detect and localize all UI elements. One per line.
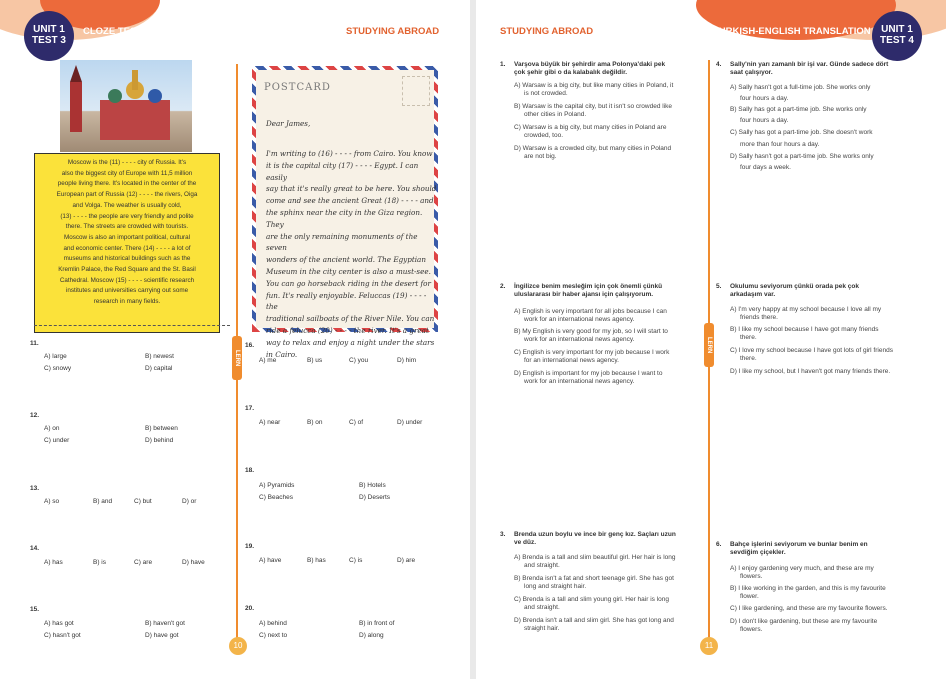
moscow-passage: [34, 153, 220, 333]
question-stem: ve düz.: [514, 539, 537, 546]
answer-option[interactable]: B) newest: [145, 353, 174, 360]
passage-line: people living there. It's located in the center of the: [57, 180, 197, 188]
question-number: 11.: [30, 340, 39, 347]
answer-option[interactable]: A) English is very important for all jobs because I can: [514, 308, 667, 315]
answer-option[interactable]: A) has: [44, 559, 63, 566]
postcard-line: are the only remaining monuments of the seven: [266, 231, 418, 253]
answer-option-cont: four hours a day.: [740, 95, 789, 102]
page-number: 10: [229, 637, 247, 655]
answer-option-cont: straight hair.: [524, 625, 560, 632]
answer-option[interactable]: B) us: [307, 357, 323, 364]
answer-option-cont: are not big.: [524, 153, 557, 160]
brand-tab: LERN: [704, 323, 714, 367]
answer-option[interactable]: C) but: [134, 498, 152, 505]
postcard-line: ride a felucca (20) - - - - the river. It's a great: [266, 325, 429, 335]
answer-option[interactable]: A) Brenda is a tall and slim beautiful girl. Her hair is long: [514, 554, 676, 561]
answer-option[interactable]: D) Sally hasn't got a part-time job. She works only: [730, 153, 874, 160]
passage-line: (13) - - - - the people are very friendly and polite: [60, 212, 194, 220]
question-stem: Varşova büyük bir şehirdir ama Polonya'daki pek: [514, 61, 666, 68]
answer-option[interactable]: C) next to: [259, 632, 288, 639]
question-stem: çok şehir gibi o da kalabalık değildir.: [514, 69, 628, 76]
question-number: 6.: [716, 541, 722, 548]
answer-option[interactable]: B) and: [93, 498, 113, 505]
passage-line: also the biggest city of Europe with 11,5 million: [61, 169, 193, 177]
answer-option[interactable]: B) I like working in the garden, and this is my favourite: [730, 585, 886, 592]
answer-option[interactable]: D) have: [182, 559, 205, 566]
answer-option[interactable]: C) Warsaw is a big city, but many cities in Poland are: [514, 124, 667, 131]
unit-badge: [24, 11, 74, 61]
answer-option[interactable]: A) have: [259, 557, 282, 564]
answer-option[interactable]: B) haven't got: [145, 620, 185, 627]
right-page: [476, 0, 946, 679]
answer-option[interactable]: A) has got: [44, 620, 74, 627]
answer-option[interactable]: C) snowy: [44, 365, 72, 372]
postcard-line: say that it's really great to be here. You should: [266, 184, 437, 194]
left-page: [0, 0, 470, 679]
answer-option[interactable]: B) My English is very good for my job, so I will start to: [514, 328, 668, 335]
question-number: 15.: [30, 606, 40, 613]
question-stem: saat çalışıyor.: [730, 69, 773, 76]
answer-option-cont: four hours a day.: [740, 117, 789, 124]
question-stem: uluslararası bir haber ajansı için çalışıyorum.: [514, 291, 654, 298]
question-number: 14.: [30, 545, 40, 552]
passage-line: there. The streets are crowded with tourists.: [65, 223, 189, 231]
answer-option[interactable]: A) me: [259, 357, 277, 364]
postcard-line: come and see the ancient Great (18) - - - - and: [266, 196, 434, 206]
postcard-line: You can go horseback riding in the desert for: [266, 278, 431, 288]
answer-option[interactable]: C) Brenda is a tall and slim young girl. Her hair is long: [514, 596, 669, 603]
answer-option[interactable]: A) I'm very happy at my school because I love all my: [730, 306, 882, 313]
postcard-line: fun. It's really enjoyable. Feluccas (19) - - - - the: [266, 290, 427, 312]
question-stem: sevdiğim çiçekler.: [730, 549, 786, 556]
answer-option[interactable]: C) English is very important for my job because I work: [514, 349, 670, 356]
answer-option[interactable]: D) under: [397, 419, 423, 426]
dashed-divider: [34, 325, 230, 326]
moscow-image: [60, 60, 192, 152]
question-number: 19.: [245, 543, 255, 550]
answer-option[interactable]: C) Sally has got a part-time job. She doesn't work: [730, 129, 873, 136]
unit-label: UNIT 1: [881, 24, 913, 35]
page-title: STUDYING ABROAD: [500, 26, 594, 37]
answer-option-cont: friends there.: [740, 314, 778, 321]
postcard-line: Museum in the city center is also a must-see.: [266, 266, 431, 276]
postcard-line: way to relax and enjoy a night under the stars: [266, 337, 435, 347]
answer-option-cont: flowers.: [740, 573, 763, 580]
answer-option-cont: more than four hours a day.: [740, 141, 820, 148]
answer-option[interactable]: A) behind: [259, 620, 287, 627]
answer-option[interactable]: D) I like my school, but I haven't got many friends there.: [730, 368, 891, 375]
page-title: STUDYING ABROAD: [346, 26, 440, 37]
answer-option[interactable]: D) him: [397, 357, 417, 364]
postcard-line: I'm writing to (16) - - - - from Cairo. You know: [266, 149, 433, 158]
question-number: 17.: [245, 405, 255, 412]
answer-option[interactable]: B) has: [307, 557, 326, 564]
answer-option[interactable]: C) under: [44, 437, 70, 444]
brand-tab: LERN: [232, 336, 242, 380]
answer-option[interactable]: B) is: [93, 559, 106, 566]
answer-option[interactable]: D) English is important for my job because I want to: [514, 370, 663, 377]
answer-option[interactable]: B) Sally has got a part-time job. She works only: [730, 106, 867, 113]
answer-option[interactable]: B) Brenda isn't a fat and short teenage girl. She has got: [514, 575, 674, 582]
answer-option[interactable]: C) of: [349, 419, 364, 426]
test-label: TEST 4: [880, 35, 914, 46]
postcard-heading: POSTCARD: [264, 82, 331, 93]
answer-option-cont: is not crowded.: [524, 90, 568, 97]
answer-option-cont: work for an international news agency.: [524, 316, 635, 323]
answer-option[interactable]: C) hasn't got: [44, 632, 81, 639]
postcard-body: [266, 148, 438, 360]
answer-option-cont: there.: [740, 355, 757, 362]
answer-option[interactable]: B) between: [145, 425, 178, 432]
question-stem: arkadaşım var.: [730, 291, 776, 298]
answer-option[interactable]: D) I don't like gardening, but these are my favourite: [730, 618, 878, 625]
answer-option[interactable]: B) Hotels: [359, 482, 386, 489]
answer-option-cont: and straight.: [524, 562, 560, 569]
page-number: 11: [700, 637, 718, 655]
question-number: 20.: [245, 605, 255, 612]
answer-option[interactable]: D) have got: [145, 632, 179, 639]
answer-option-cont: for an international news agency.: [524, 357, 619, 364]
passage-line: Moscow is the (11) - - - - city of Russia. It's: [67, 159, 187, 166]
passage-line: Kremlin Palace, the Red Square and the St. Basil: [58, 266, 196, 274]
answer-option[interactable]: A) I enjoy gardening very much, and these are my: [730, 565, 874, 572]
answer-option-cont: work for an international news agency.: [524, 336, 635, 343]
passage-line: Cathedral. Moscow (15) - - - - scientific research: [59, 276, 195, 284]
section-title: TURKISH-ENGLISH TRANSLATION: [713, 26, 871, 37]
question-stem: Sally'nin yarı zamanlı bir işi var. Günde sadece dört: [730, 61, 889, 68]
question-number: 18.: [245, 467, 255, 474]
answer-option[interactable]: A) so: [44, 498, 60, 505]
answer-option[interactable]: A) on: [44, 425, 60, 432]
answer-option[interactable]: B) Warsaw is the capital city, but it isn't so crowded like: [514, 103, 673, 110]
cathedral-icon: [60, 60, 192, 152]
postcard-line: traditional sailboats of the River Nile. You can: [266, 314, 435, 324]
answer-option[interactable]: A) large: [44, 353, 67, 360]
postcard: [252, 66, 438, 359]
answer-option-cont: work for an international news agency.: [524, 378, 635, 385]
answer-option-cont: four days a week.: [740, 164, 791, 171]
passage-line: research in many fields.: [93, 298, 161, 306]
passage-line: Moscow is also an important political, cultural: [64, 233, 190, 241]
answer-option-cont: crowded, too.: [524, 132, 564, 139]
question-stem: Okulumu seviyorum çünkü orada pek çok: [730, 283, 859, 290]
passage-line: institutes and universities carrying out some: [65, 287, 189, 295]
answer-option[interactable]: C) you: [349, 357, 369, 364]
answer-option[interactable]: D) Warsaw is a crowded city, but many cities in Poland: [514, 145, 672, 152]
answer-option[interactable]: D) capital: [145, 365, 173, 372]
answer-option-cont: and straight.: [524, 604, 560, 611]
answer-option[interactable]: D) along: [359, 632, 384, 639]
answer-option-cont: there.: [740, 334, 757, 341]
answer-option[interactable]: A) near: [259, 419, 281, 426]
question-number: 2.: [500, 283, 506, 290]
question-number: 13.: [30, 485, 40, 492]
passage-line: and Volga. The weather is usually cold,: [72, 201, 182, 209]
postcard-line: in Cairo.: [266, 349, 298, 359]
question-number: 3.: [500, 531, 506, 538]
question-stem: İngilizce benim mesleğim için çok önemli çünkü: [514, 283, 663, 290]
passage-line: European part of Russia (12) - - - - the rivers, Oiga: [56, 191, 198, 199]
unit-badge: [872, 11, 922, 61]
answer-option[interactable]: D) Deserts: [359, 494, 391, 501]
postcard-greeting: Dear James,: [266, 119, 311, 128]
answer-option-cont: flower.: [740, 593, 759, 600]
section-title: CLOZE TEST: [83, 26, 143, 37]
answer-option[interactable]: D) or: [182, 498, 197, 505]
answer-option-cont: other cities in Poland.: [524, 111, 587, 118]
question-stem: Bahçe işlerini seviyorum ve bunlar benim en: [730, 541, 868, 548]
question-number: 1.: [500, 61, 506, 68]
passage-line: and economic center. There (14) - - - - a lot of: [63, 244, 191, 252]
answer-option[interactable]: B) on: [307, 419, 323, 426]
postcard-line: it is the capital city (17) - - - - Egypt. I can easily: [266, 160, 419, 182]
answer-option[interactable]: C) is: [349, 557, 363, 564]
answer-option[interactable]: D) Brenda isn't a tall and slim girl. She has got long and: [514, 617, 674, 624]
answer-option-cont: long and straight hair.: [524, 583, 587, 590]
passage-line: museums and historical buildings such as the: [63, 255, 191, 263]
answer-option[interactable]: C) are: [134, 559, 153, 566]
stamp-icon: [402, 76, 430, 106]
question-number: 5.: [716, 283, 722, 290]
question-stem: Brenda uzun boylu ve ince bir genç kız. Saçları uzun: [514, 531, 676, 538]
answer-option[interactable]: A) Sally hasn't got a full-time job. She works only: [730, 84, 871, 91]
answer-option[interactable]: C) I love my school because I have got lots of girl friends: [730, 347, 893, 354]
test-label: TEST 3: [32, 35, 66, 46]
question-number: 12.: [30, 412, 40, 419]
question-number: 4.: [716, 61, 722, 68]
answer-option-cont: flowers.: [740, 626, 763, 633]
answer-option[interactable]: D) are: [397, 557, 416, 564]
answer-option[interactable]: C) Beaches: [259, 494, 293, 501]
unit-label: UNIT 1: [33, 24, 65, 35]
postcard-line: the sphinx near the city in the Giza region. They: [266, 207, 423, 229]
answer-option[interactable]: B) I like my school because I have got many friends: [730, 326, 879, 333]
question-number: 16.: [245, 342, 255, 349]
answer-option[interactable]: D) behind: [145, 437, 174, 444]
answer-option[interactable]: A) Warsaw is a big city, but like many cities in Poland, it: [514, 82, 674, 89]
postcard-line: wonders of the ancient world. The Egyptian: [266, 255, 426, 265]
answer-option[interactable]: C) I like gardening, and these are my favourite flowers.: [730, 605, 888, 612]
answer-option[interactable]: A) Pyramids: [259, 482, 295, 489]
answer-option[interactable]: B) in front of: [359, 620, 395, 627]
